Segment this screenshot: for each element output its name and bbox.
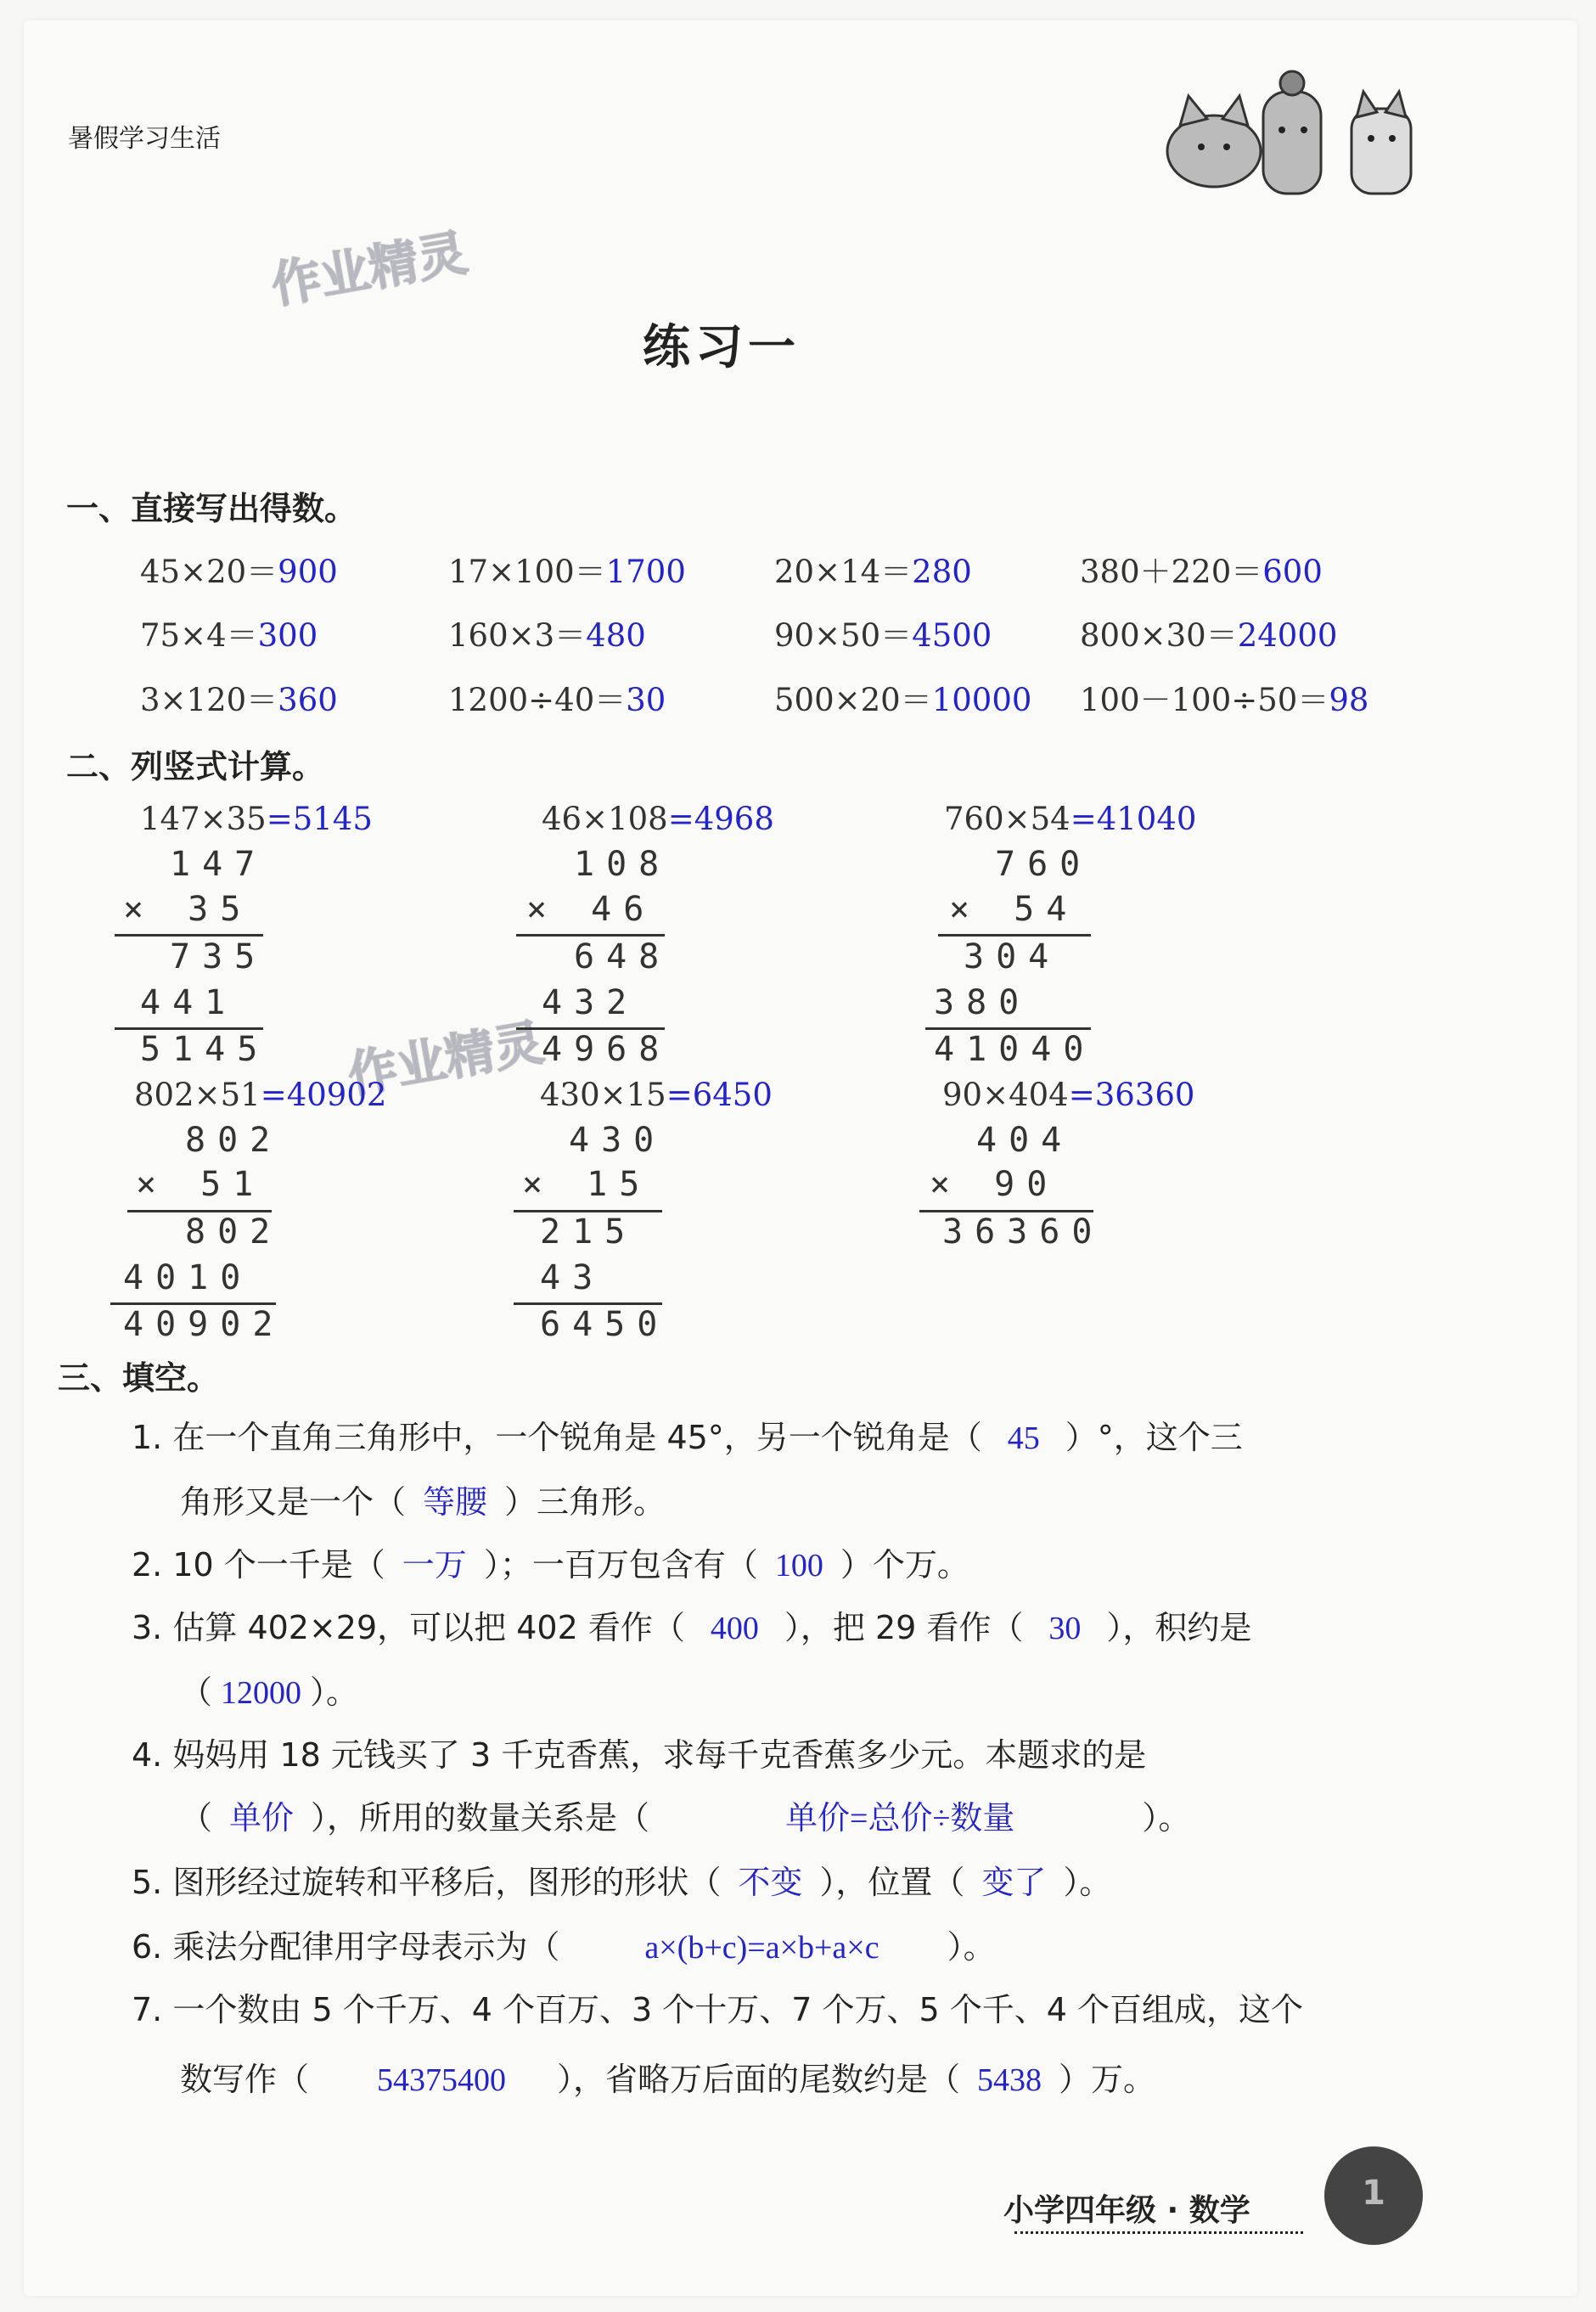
work-line: 648 [574, 937, 672, 976]
blank-answer[interactable]: 一万 [402, 1548, 467, 1584]
item-text: ），把 29 看作（ [784, 1609, 1024, 1646]
watermark: 作业精灵 [267, 223, 472, 315]
fill-item-2 [132, 1539, 969, 1585]
item-number: 5. [132, 1864, 163, 1901]
answer-text[interactable]: 300 [257, 617, 318, 654]
item-number: 2. [132, 1546, 163, 1584]
problem-answer: =40902 [260, 1077, 387, 1113]
problem-answer: =6450 [666, 1077, 773, 1113]
work-line: × 15 [522, 1165, 652, 1204]
item-text: ），积约是 [1106, 1609, 1252, 1646]
item-text: ）三角形。 [504, 1483, 666, 1521]
work-line: 4968 [542, 1030, 672, 1069]
item-number: 4. [132, 1736, 163, 1774]
item-text: 乘法分配律用字母表示为（ [172, 1928, 560, 1966]
vertical-problem-6 [942, 1077, 1194, 1113]
blank-answer[interactable]: 不变 [738, 1865, 803, 1901]
item-text: ）。 [947, 1928, 996, 1966]
problem-answer: =5145 [266, 801, 373, 837]
fill-item-5 [132, 1856, 1111, 1903]
mental-math-item [1080, 674, 1368, 720]
answer-text[interactable]: 360 [278, 682, 338, 718]
work-line: × 90 [930, 1165, 1059, 1204]
problem-expression: 46×108 [542, 801, 668, 837]
fill-item-4-cont [180, 1792, 1190, 1838]
question-text: 45×20＝ [140, 554, 278, 590]
blank-answer[interactable]: 12000 [221, 1675, 302, 1711]
item-text: 妈妈用 18 元钱买了 3 千克香蕉，求每千克香蕉多少元。本题求的是 [172, 1736, 1147, 1774]
work-line: 304 [964, 937, 1061, 976]
blank-answer[interactable]: 45 [1007, 1420, 1040, 1456]
item-text: ）万。 [1059, 2061, 1156, 2098]
mental-math-item [448, 610, 646, 655]
watermark: 作业精灵 [343, 1013, 548, 1105]
page-number: 1 [1362, 2174, 1385, 2213]
item-number: 3. [132, 1609, 163, 1646]
mental-math-item [448, 546, 686, 592]
problem-expression: 802×51 [134, 1077, 261, 1113]
work-line: 147 [170, 845, 267, 884]
work-line: 36360 [942, 1212, 1104, 1252]
divider [516, 934, 665, 937]
work-line: 40902 [123, 1305, 285, 1344]
answer-text[interactable]: 30 [626, 682, 666, 718]
page-number-badge [1324, 2146, 1423, 2245]
answer-text[interactable]: 480 [586, 617, 646, 654]
item-number: 6. [132, 1928, 163, 1966]
blank-answer[interactable]: 5438 [977, 2062, 1042, 2098]
answer-text[interactable]: 280 [912, 554, 972, 590]
item-text: ）。 [1063, 1864, 1112, 1901]
vertical-problem-4 [134, 1077, 386, 1113]
fill-item-3 [132, 1601, 1251, 1648]
work-line: 430 [569, 1121, 666, 1160]
question-text: 1200÷40＝ [448, 682, 627, 718]
vertical-problem-3 [944, 801, 1196, 837]
work-line: 404 [976, 1121, 1074, 1160]
question-text: 160×3＝ [448, 617, 587, 654]
fill-item-3-cont [180, 1666, 358, 1713]
book-title: 暑假学习生活 [68, 124, 221, 154]
vertical-problem-1 [140, 801, 373, 837]
question-text: 75×4＝ [140, 617, 258, 654]
item-number: 1. [132, 1419, 163, 1456]
cats-illustration [1155, 58, 1443, 202]
question-text: 380＋220＝ [1080, 554, 1263, 590]
answer-text[interactable]: 900 [278, 554, 338, 590]
footer-label: 小学四年级 · 数学 [1003, 2193, 1250, 2228]
vertical-problem-2 [542, 801, 774, 837]
answer-text[interactable]: 24000 [1237, 617, 1338, 654]
vertical-problem-5 [540, 1077, 773, 1113]
fill-item-1-cont [180, 1476, 666, 1522]
mental-math-item [448, 674, 666, 720]
answer-text[interactable]: 600 [1262, 554, 1323, 590]
item-text: （ [180, 1799, 213, 1837]
mental-math-item [774, 674, 1031, 720]
item-text: ）°，这个三 [1065, 1419, 1243, 1456]
mental-math-item [774, 610, 992, 655]
question-text: 17×100＝ [448, 554, 606, 590]
section-1-title: 一、直接写出得数。 [66, 490, 357, 527]
work-line: 43 [540, 1258, 605, 1297]
work-line: 215 [540, 1212, 638, 1252]
fill-item-1 [132, 1411, 1243, 1458]
blank-answer[interactable]: 100 [774, 1548, 823, 1584]
question-text: 20×14＝ [774, 554, 913, 590]
item-text: 图形经过旋转和平移后，图形的形状（ [172, 1864, 722, 1901]
blank-answer[interactable]: 54375400 [377, 2062, 507, 2098]
blank-answer[interactable]: 等腰 [423, 1485, 488, 1521]
item-text: ）。 [310, 1674, 359, 1711]
mental-math-item [1080, 546, 1323, 592]
work-line: × 35 [123, 890, 253, 929]
work-line: 41040 [934, 1030, 1096, 1069]
blank-answer[interactable]: a×(b+c)=a×b+a×c [644, 1930, 879, 1966]
question-text: 800×30＝ [1080, 617, 1238, 654]
work-line: 380 [934, 983, 1031, 1022]
problem-expression: 760×54 [944, 801, 1071, 837]
work-line: 6450 [540, 1305, 670, 1344]
item-text: ）。 [1142, 1799, 1191, 1837]
problem-expression: 90×404 [942, 1077, 1069, 1113]
item-text: 角形又是一个（ [180, 1483, 407, 1521]
item-text: ），位置（ [819, 1864, 965, 1901]
fill-item-4 [132, 1729, 1146, 1775]
work-line: 432 [542, 983, 639, 1022]
answer-text[interactable]: 98 [1329, 682, 1369, 718]
item-text: 10 个一千是（ [172, 1546, 385, 1584]
blank-answer[interactable]: 单价 [229, 1801, 295, 1837]
problem-answer: =4968 [667, 801, 774, 837]
item-text: ）个万。 [840, 1546, 969, 1584]
section-3-title: 三、填空。 [58, 1359, 220, 1397]
answer-text[interactable]: 4500 [912, 617, 992, 654]
item-number: 7. [132, 1991, 163, 2028]
divider [115, 934, 263, 937]
item-text: ），省略万后面的尾数约是（ [557, 2061, 961, 2098]
item-text: 数写作（ [180, 2061, 310, 2098]
work-line: 735 [170, 937, 267, 976]
question-text: 3×120＝ [140, 682, 278, 718]
answer-text[interactable]: 10000 [931, 682, 1032, 718]
item-text: ），所用的数量关系是（ [311, 1799, 650, 1837]
work-line: × 46 [526, 890, 656, 929]
fill-item-7-cont [180, 2053, 1155, 2100]
problem-answer: =36360 [1068, 1077, 1195, 1113]
work-line: × 54 [949, 890, 1079, 929]
item-text: （ [180, 1674, 213, 1711]
work-line: 802 [185, 1212, 283, 1252]
work-line: 802 [185, 1121, 283, 1160]
blank-answer[interactable]: 变了 [981, 1865, 1047, 1901]
question-text: 500×20＝ [774, 682, 932, 718]
page-heading: 练习一 [643, 320, 801, 375]
divider [938, 934, 1091, 937]
mental-math-item [140, 674, 338, 720]
question-text: 100－100÷50＝ [1080, 682, 1329, 718]
fill-item-6 [132, 1921, 996, 1967]
problem-expression: 430×15 [540, 1077, 666, 1113]
work-line: 108 [574, 845, 672, 884]
fill-item-7 [132, 1983, 1303, 2030]
item-text: ）；一百万包含有（ [483, 1546, 758, 1584]
problem-answer: =41040 [1070, 801, 1197, 837]
work-line: × 51 [136, 1165, 266, 1204]
mental-math-item [140, 610, 318, 655]
question-text: 90×50＝ [774, 617, 913, 654]
mental-math-item [140, 546, 338, 592]
mental-math-item [774, 546, 972, 592]
mental-math-item [1080, 610, 1337, 655]
blank-answer[interactable]: 400 [710, 1611, 759, 1646]
blank-answer[interactable]: 单价=总价÷数量 [785, 1801, 1015, 1837]
work-line: 760 [995, 845, 1093, 884]
work-line: 441 [140, 983, 238, 1022]
problem-expression: 147×35 [140, 801, 267, 837]
item-text: 在一个直角三角形中，一个锐角是 45°，另一个锐角是（ [172, 1419, 982, 1456]
work-line: 4010 [123, 1258, 253, 1297]
blank-answer[interactable]: 30 [1048, 1611, 1082, 1646]
item-text: 一个数由 5 个千万、4 个百万、3 个十万、7 个万、5 个千、4 个百组成，这个 [172, 1991, 1303, 2028]
answer-text[interactable]: 1700 [605, 554, 686, 590]
footer-divider [1014, 2231, 1303, 2234]
item-text: 估算 402×29，可以把 402 看作（ [172, 1609, 685, 1646]
work-line: 5145 [140, 1030, 270, 1069]
section-2-title: 二、列竖式计算。 [66, 748, 325, 785]
